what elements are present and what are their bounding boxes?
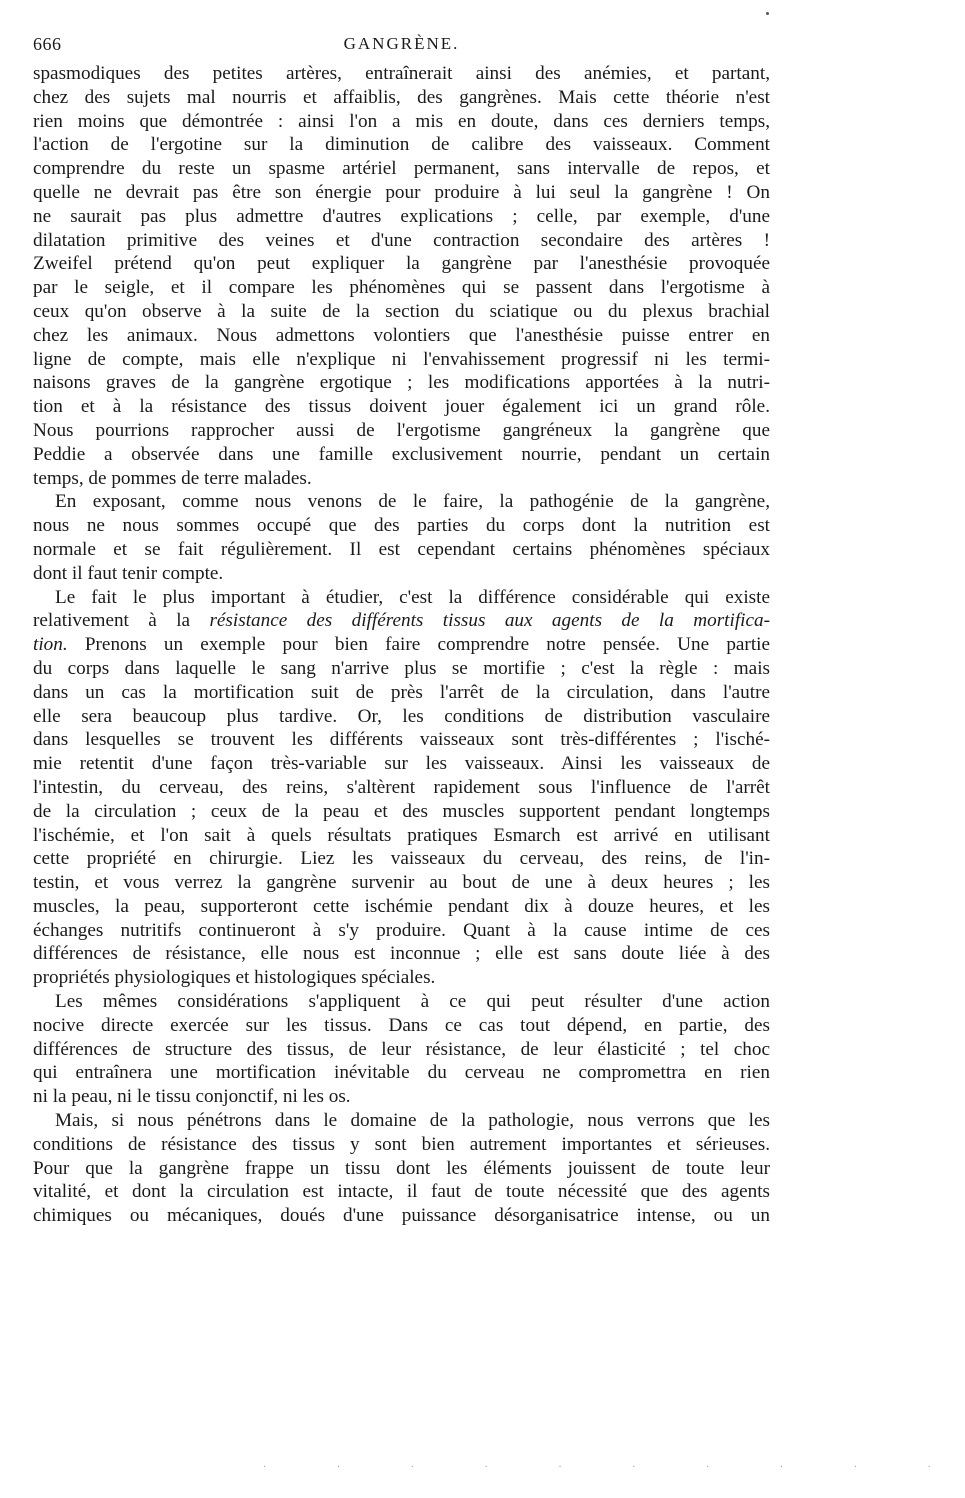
text-line: comprendre du reste un spasme artériel permanent, sans intervalle de repos, et bbox=[33, 158, 770, 180]
text-line: En exposant, comme nous venons de le faire, la pathogénie de la gangrène, bbox=[55, 491, 770, 513]
text-line: spasmodiques des petites artères, entraînerait ainsi des anémies, et partant, bbox=[33, 63, 770, 84]
text-line: elle sera beaucoup plus tardive. Or, les conditions de distribution vasculaire bbox=[33, 705, 770, 727]
text-line: dont il faut tenir compte. bbox=[33, 562, 224, 584]
text-line: dilatation primitive des veines et d'une contraction secondaire des artères ! bbox=[33, 229, 770, 251]
text-line: différences de résistance, elle nous est inconnue ; elle est sans doute liée à des bbox=[33, 943, 770, 965]
text-line: ni la peau, ni le tissu conjonctif, ni les os. bbox=[33, 1086, 351, 1108]
text-line: chez des sujets mal nourris et affaiblis, des gangrènes. Mais cette théorie n'est bbox=[33, 86, 770, 108]
text-line: nous ne nous sommes occupé que des parties du corps dont la nutrition est bbox=[33, 515, 770, 537]
text-line: différences de structure des tissus, de leur résistance, de leur élasticité ; tel choc bbox=[33, 1038, 770, 1060]
text-line: l'ischémie, et l'on sait à quels résultats pratiques Esmarch est arrivé en utilisant bbox=[33, 824, 770, 846]
text-line: l'intestin, du cerveau, des reins, s'altèrent rapidement sous l'influence de l'arrêt bbox=[33, 776, 770, 798]
text-line: normale et se fait régulièrement. Il est cependant certains phénomènes spéciaux bbox=[33, 538, 770, 560]
text-line-mixed bbox=[33, 609, 770, 633]
running-head bbox=[33, 0, 770, 60]
text-line: mie retentit d'une façon très-variable sur les vaisseaux. Ainsi les vaisseaux de bbox=[33, 753, 770, 775]
text-line: cette propriété en chirurgie. Liez les vaisseaux du cerveau, des reins, de l'in- bbox=[33, 848, 770, 870]
text-line: tion et à la résistance des tissus doivent jouer également ici un grand rôle. bbox=[33, 396, 770, 418]
text-line: conditions de résistance des tissus y sont bien autrement importantes et sérieuses. bbox=[33, 1133, 770, 1155]
text-line: Le fait le plus important à étudier, c'est la différence considérable qui existe bbox=[55, 586, 770, 608]
text-line: dans un cas la mortification suit de près l'arrêt de la circulation, dans l'autre bbox=[33, 681, 770, 703]
text-line: Nous pourrions rapprocher aussi de l'ergotisme gangréneux la gangrène que bbox=[33, 419, 770, 441]
text-line: nocive directe exercée sur les tissus. Dans ce cas tout dépend, en partie, des bbox=[33, 1014, 770, 1036]
text-line: rien moins que démontrée : ainsi l'on a mis en doute, dans ces derniers temps, bbox=[33, 110, 770, 132]
text-line: l'action de l'ergotine sur la diminution de calibre des vaisseaux. Comment bbox=[33, 134, 770, 156]
text-line: quelle ne devrait pas être son énergie pour produire à lui seul la gangrène ! On bbox=[33, 181, 770, 203]
text-line: testin, et vous verrez la gangrène survenir au bout de une à deux heures ; les bbox=[33, 872, 770, 894]
paragraph-2 bbox=[33, 490, 770, 585]
text-line: ceux qu'on observe à la suite de la section du sciatique ou du plexus brachial bbox=[33, 300, 770, 322]
paragraph-5 bbox=[33, 1109, 770, 1228]
text-line: temps, de pommes de terre malades. bbox=[33, 467, 312, 489]
text-segment: Prenons un exemple pour bien faire comprendre notre pensée. Une partie bbox=[84, 634, 770, 656]
book-page bbox=[33, 0, 965, 1498]
body-text bbox=[33, 62, 770, 1228]
text-line: qui entraînera une mortification inévitable du cerveau ne compromettra en rien bbox=[33, 1062, 770, 1084]
text-line: par le seigle, et il compare les phénomènes qui se passent dans l'ergotisme à bbox=[33, 277, 770, 299]
text-line: Mais, si nous pénétrons dans le domaine de la pathologie, nous verrons que les bbox=[55, 1110, 770, 1132]
text-line: ligne de compte, mais elle n'explique ni l'envahissement progressif ni les termi- bbox=[33, 348, 770, 370]
text-segment: relativement à la bbox=[33, 610, 191, 632]
text-line: de la circulation ; ceux de la peau et des muscles supportent pendant longtemps bbox=[33, 800, 770, 822]
text-line: vitalité, et dont la circulation est intacte, il faut de toute nécessité que des agents bbox=[33, 1181, 770, 1203]
paragraph-1 bbox=[33, 62, 770, 490]
text-line: propriétés physiologiques et histologiques spéciales. bbox=[33, 967, 436, 989]
text-line: dans lesquelles se trouvent les différents vaisseaux sont très-différentes ; l'isché- bbox=[33, 729, 770, 751]
paragraph-4 bbox=[33, 990, 770, 1109]
paragraph-3 bbox=[33, 586, 770, 991]
text-line-mixed bbox=[33, 633, 770, 657]
text-line: Peddie a observée dans une famille exclusivement nourrie, pendant un certain bbox=[33, 443, 770, 465]
page-number: 666 bbox=[33, 34, 62, 54]
text-line: ne saurait pas plus admettre d'autres explications ; celle, par exemple, d'une bbox=[33, 205, 770, 227]
text-line: Pour que la gangrène frappe un tissu dont les éléments jouissent de toute leur bbox=[33, 1157, 770, 1179]
italic-phrase: tion. bbox=[33, 634, 68, 656]
text-line: échanges nutritifs continueront à s'y produire. Quant à la cause intime de ces bbox=[33, 919, 770, 941]
text-line: du corps dans laquelle le sang n'arrive plus se mortifie ; c'est la règle : mais bbox=[33, 657, 770, 679]
text-line: Les mêmes considérations s'appliquent à ce qui peut résulter d'une action bbox=[55, 991, 770, 1013]
text-line: Zweifel prétend qu'on peut expliquer la gangrène par l'anesthésie provoquée bbox=[33, 253, 770, 275]
text-line: chez les animaux. Nous admettons volontiers que l'anesthésie puisse entrer en bbox=[33, 324, 770, 346]
italic-phrase: résistance des différents tissus aux agents de la mortifica- bbox=[209, 610, 770, 632]
running-title: GANGRÈNE. bbox=[343, 34, 460, 53]
text-line: chimiques ou mécaniques, doués d'une puissance désorganisatrice intense, ou un bbox=[33, 1205, 770, 1227]
text-line: naisons graves de la gangrène ergotique ; les modifications apportées à la nutri- bbox=[33, 372, 770, 394]
bleed-through-marks: · · · · · · · · · · bbox=[263, 1462, 965, 1473]
text-line: muscles, la peau, supporteront cette ischémie pendant dix à douze heures, et les bbox=[33, 895, 770, 917]
